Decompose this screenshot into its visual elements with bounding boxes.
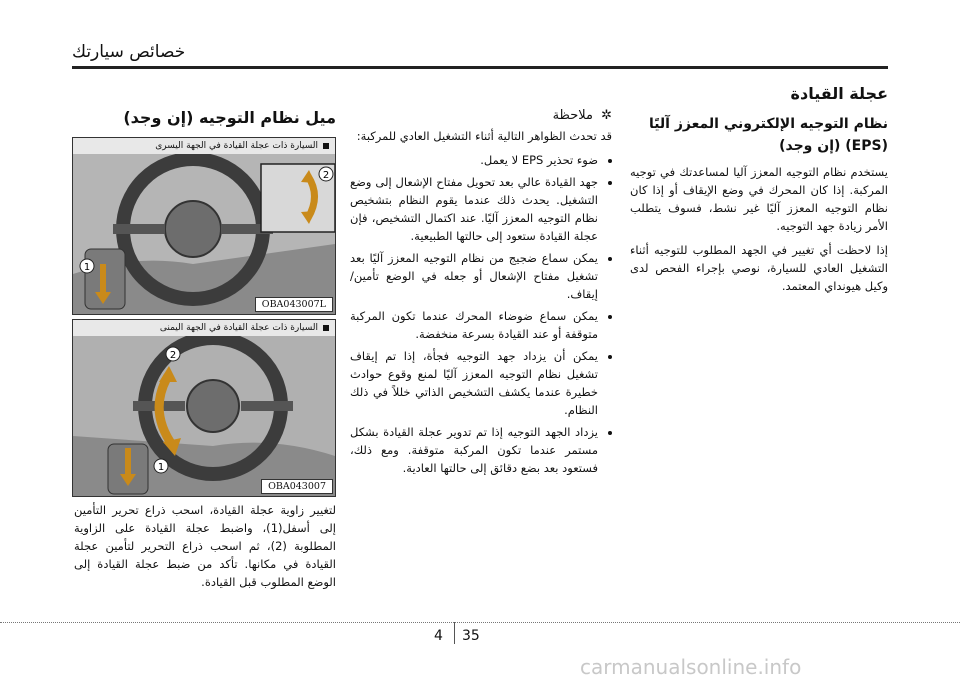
note-heading — [350, 108, 612, 123]
watermark-text: carmanualsonline.info — [580, 655, 802, 679]
list-item: • يمكن سماع ضجيج من نظام التوجيه المعزز آليًا بعد تشغيل مفتاح الإشعال أو جعله في الوضع تأمين/إيقاف. — [350, 249, 598, 303]
figure-lhd-steering — [72, 137, 336, 315]
figure-code: OBA043007 — [261, 479, 333, 494]
tilt-steering-section — [74, 108, 336, 597]
list-item: • يمكن سماع ضوضاء المحرك عندما تكون المركبة متوقفة أو عند القيادة بسرعة منخفضة. — [350, 307, 598, 343]
square-bullet-icon — [323, 325, 329, 331]
note-title-text: ملاحظة — [552, 108, 593, 123]
steering-wheel-illustration — [73, 154, 335, 314]
list-item: • يمكن أن يزداد جهد التوجيه فجأة، إذا تم إيقاف تشغيل نظام التوجيه المعزز آليًا لمنع وقوع حوادث خطيرة عندما يكشف التشخيص الذاتي خللاً في ذلك النظام. — [350, 347, 598, 419]
page-number: 35 — [462, 628, 480, 644]
eps-paragraph-1: يستخدم نظام التوجيه المعزز آليا لمساعدتك في توجيه المركبة. إذا كان المحرك في وضع الإيقاف أو إذا كان نظام التوجيه المعزز آليًا غير نشط، فسوف يتطلب الأمر زيادة جهد التوجيه. — [630, 165, 888, 233]
section-title-steering-wheel: عجلة القيادة — [790, 84, 888, 103]
section-title-tilt-steering: ميل نظام التوجيه (إن وجد) — [123, 108, 336, 127]
tilt-steering-paragraph: لتغيير زاوية عجلة القيادة، اسحب ذراع تحرير التأمين إلى أسفل(1)، واضبط عجلة القيادة على الزاوية المطلوبة (2)، ثم اسحب ذراع التحرير لتأمين عجلة القيادة في مكانها. تأكد من ضبط عجلة القيادة إلى الوضع المطلوب قبل القيادة. — [74, 503, 336, 589]
footer-divider — [0, 622, 960, 623]
page-header-title: خصائص سيارتك — [72, 42, 186, 62]
note-section — [350, 108, 612, 481]
square-bullet-icon — [323, 143, 329, 149]
callout-1: 1 — [157, 462, 165, 473]
page-chapter-number: 4 — [434, 628, 443, 644]
callout-2: 2 — [322, 170, 330, 181]
eps-paragraph-2: إذا لاحظت أي تغيير في الجهد المطلوب للتوجيه أثناء التشغيل العادي للسيارة، نوصي بإجراء الفحص لدى وكيل هيونداي المعتمد. — [630, 243, 888, 293]
figure-caption: السيارة ذات عجلة القيادة في الجهة اليمنى — [73, 320, 335, 337]
subtitle-eps: نظام التوجيه الإلكتروني المعزز آليًا (EPS) (إن وجد) — [648, 116, 888, 154]
list-item: • جهد القيادة عالي بعد تحويل مفتاح الإشعال إلى وضع التشغيل. يحدث ذلك عندما يقوم النظام بتشخيص نظام التوجيه المعزز آليًا. عند اكتمال التشخيص، فإن عجلة القيادة ستعود إلى حالتها الطبيعية. — [350, 173, 598, 245]
page-number-divider — [454, 622, 455, 644]
note-intro: قد تحدث الظواهر التالية أثناء التشغيل العادي للمركبة: — [356, 129, 612, 143]
list-item: • يزداد الجهد التوجيه إذا تم تدوير عجلة القيادة بشكل مستمر عندما تكون المركبة متوقفة. ومع ذلك، فستعود بعد بضع دقائق إلى حالتها العادية. — [350, 423, 598, 477]
callout-2: 2 — [169, 350, 177, 361]
note-star-icon: ✲ — [601, 108, 612, 123]
note-bullet-list — [350, 151, 612, 477]
header-divider — [72, 66, 888, 69]
callout-1: 1 — [83, 262, 91, 273]
figure-caption: السيارة ذات عجلة القيادة في الجهة اليسرى — [73, 138, 335, 155]
list-item: • ضوء تحذير EPS لا يعمل. — [350, 151, 598, 169]
steering-wheel-section — [630, 84, 888, 301]
figure-code: OBA043007L — [255, 297, 333, 312]
steering-wheel-illustration — [73, 336, 335, 496]
figure-rhd-steering — [72, 319, 336, 497]
